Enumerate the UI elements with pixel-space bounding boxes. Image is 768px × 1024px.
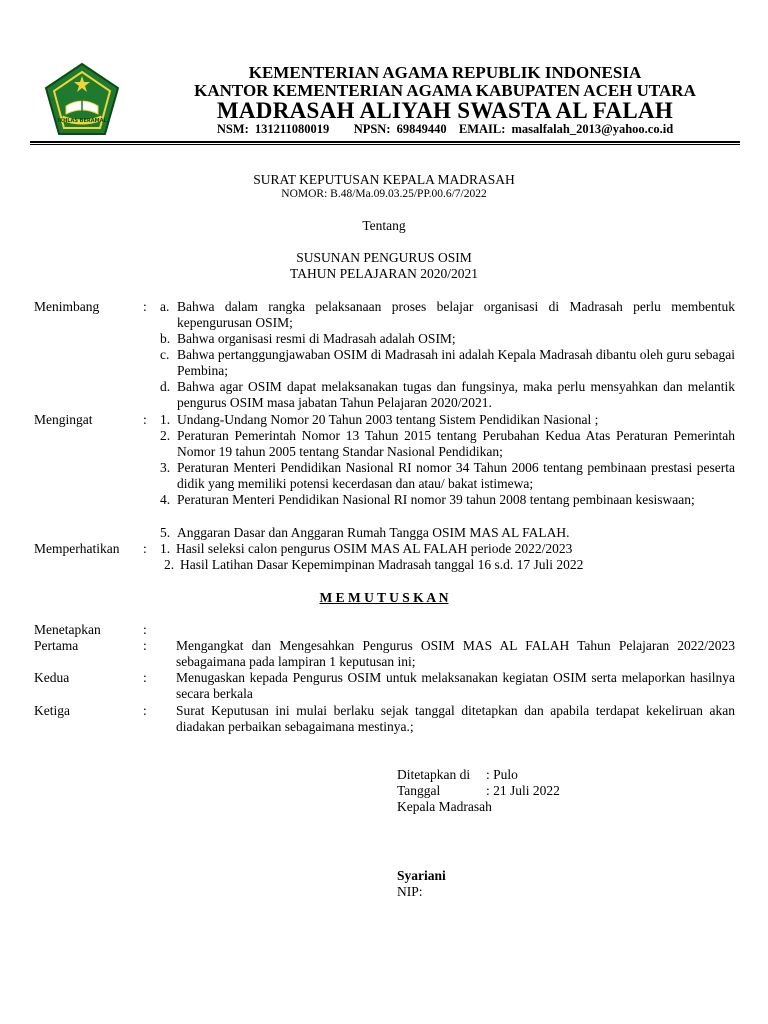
mengingat-item: Anggaran Dasar dan Anggaran Rumah Tangga OSIM MAS AL FALAH. <box>177 525 570 540</box>
colon: : <box>143 299 147 314</box>
document-number: NOMOR: B.48/Ma.09.03.25/PP.00.6/7/2022 <box>281 188 487 200</box>
office-name: KANTOR KEMENTERIAN AGAMA KABUPATEN ACEH UTARA <box>194 81 696 100</box>
item-number: 5. <box>160 525 171 540</box>
menimbang-item: Bahwa dalam rangka pelaksanaan proses belajar organisasi di Madrasah perlu membentuk kepengurusan OSIM; <box>177 299 735 330</box>
subject-line-1: SUSUNAN PENGURUS OSIM <box>296 250 472 265</box>
item-number: 1. <box>160 541 171 556</box>
item-number: 3. <box>160 460 171 475</box>
item-number: 2. <box>164 557 175 572</box>
mengingat-item: Peraturan Menteri Pendidikan Nasional RI nomor 34 Tahun 2006 tentang pembinaan prestasi peserta didik yang memiliki potensi kecerdasan dan atau/ bakat istimewa; <box>177 460 735 491</box>
item-number: c. <box>160 347 170 362</box>
school-ids: NSM: 131211080019 NPSN: 69849440 EMAIL: masalfalah_2013@yahoo.co.id <box>216 122 674 136</box>
letterhead-rule-thin <box>30 144 740 145</box>
tentang-label: Tentang <box>362 218 406 233</box>
ministry-logo <box>42 62 122 138</box>
ministry-name: KEMENTERIAN AGAMA REPUBLIK INDONESIA <box>248 63 642 82</box>
memperhatikan-item: Hasil seleksi calon pengurus OSIM MAS AL FALAH periode 2022/2023 <box>176 541 573 556</box>
menimbang-item: Bahwa agar OSIM dapat melaksanakan tugas dan fungsinya, maka perlu mensyahkan dan melantik pengurus OSIM masa jabatan Tahun Pelajaran 2020/2021. <box>177 379 735 410</box>
mengingat-item: Undang-Undang Nomor 20 Tahun 2003 tentang Sistem Pendidikan Nasional ; <box>177 412 599 427</box>
memperhatikan-item: Hasil Latihan Dasar Kepemimpinan Madrasah tanggal 16 s.d. 17 Juli 2022 <box>180 557 584 572</box>
tanggal-label: Tanggal <box>397 783 441 798</box>
letterhead-rule-thick <box>30 141 740 143</box>
colon: : <box>143 622 147 637</box>
menimbang-label: Menimbang <box>34 299 100 314</box>
signatory-position: Kepala Madrasah <box>397 799 492 814</box>
ditetapkan-label: Ditetapkan di <box>397 767 471 782</box>
item-number: 4. <box>160 492 171 507</box>
signatory-name: Syariani <box>397 868 446 883</box>
colon: : <box>143 703 147 718</box>
ketiga-label: Ketiga <box>34 703 70 718</box>
menimbang-item: Bahwa organisasi resmi di Madrasah adalah OSIM; <box>177 331 456 346</box>
colon: : <box>143 638 147 653</box>
memperhatikan-label: Memperhatikan <box>34 541 120 556</box>
colon: : <box>143 670 147 685</box>
item-number: d. <box>160 379 171 394</box>
kedua-label: Kedua <box>34 670 70 685</box>
colon: : <box>143 541 147 556</box>
mengingat-item: Peraturan Pemerintah Nomor 13 Tahun 2015 tentang Perubahan Kedua Atas Peraturan Pemerintah Nomor 19 tahun 2005 tentang Standar Nasional Pendidikan; <box>177 428 735 459</box>
menetapkan-label: Menetapkan <box>34 622 101 637</box>
mengingat-label: Mengingat <box>34 412 93 427</box>
logo-motto: IKHLAS BERAMAL <box>57 118 107 124</box>
item-number: a. <box>160 299 170 314</box>
colon: : <box>143 412 147 427</box>
kedua-text: Menugaskan kepada Pengurus OSIM untuk melaksanakan kegiatan OSIM serta melaporkan hasilnya secara berkala <box>176 670 735 701</box>
item-number: 2. <box>160 428 171 443</box>
subject-line-2: TAHUN PELAJARAN 2020/2021 <box>290 266 478 281</box>
menimbang-item: Bahwa pertanggungjawaban OSIM di Madrasah ini adalah Kepala Madrasah dibantu oleh guru sebagai Pembina; <box>177 347 735 378</box>
tanggal-value: : 21 Juli 2022 <box>486 783 560 798</box>
ditetapkan-value: : Pulo <box>486 767 518 782</box>
ketiga-text: Surat Keputusan ini mulai berlaku sejak tanggal ditetapkan dan apabila terdapat kekeliruan akan diadakan perbaikan sebagaimana mestinya.; <box>176 703 735 734</box>
pertama-text: Mengangkat dan Mengesahkan Pengurus OSIM MAS AL FALAH Tahun Pelajaran 2022/2023 sebagaimana pada lampiran 1 keputusan ini; <box>176 638 735 669</box>
mengingat-item: Peraturan Menteri Pendidikan Nasional RI nomor 39 tahun 2008 tentang pembinaan kesiswaan; <box>177 492 695 507</box>
item-number: b. <box>160 331 171 346</box>
signatory-nip: NIP: <box>397 884 423 899</box>
school-name: MADRASAH ALIYAH SWASTA AL FALAH <box>216 98 674 123</box>
item-number: 1. <box>160 412 171 427</box>
document-title: SURAT KEPUTUSAN KEPALA MADRASAH <box>253 172 515 187</box>
pertama-label: Pertama <box>34 638 79 653</box>
memutuskan-heading: M E M U T U S K A N <box>319 590 449 605</box>
